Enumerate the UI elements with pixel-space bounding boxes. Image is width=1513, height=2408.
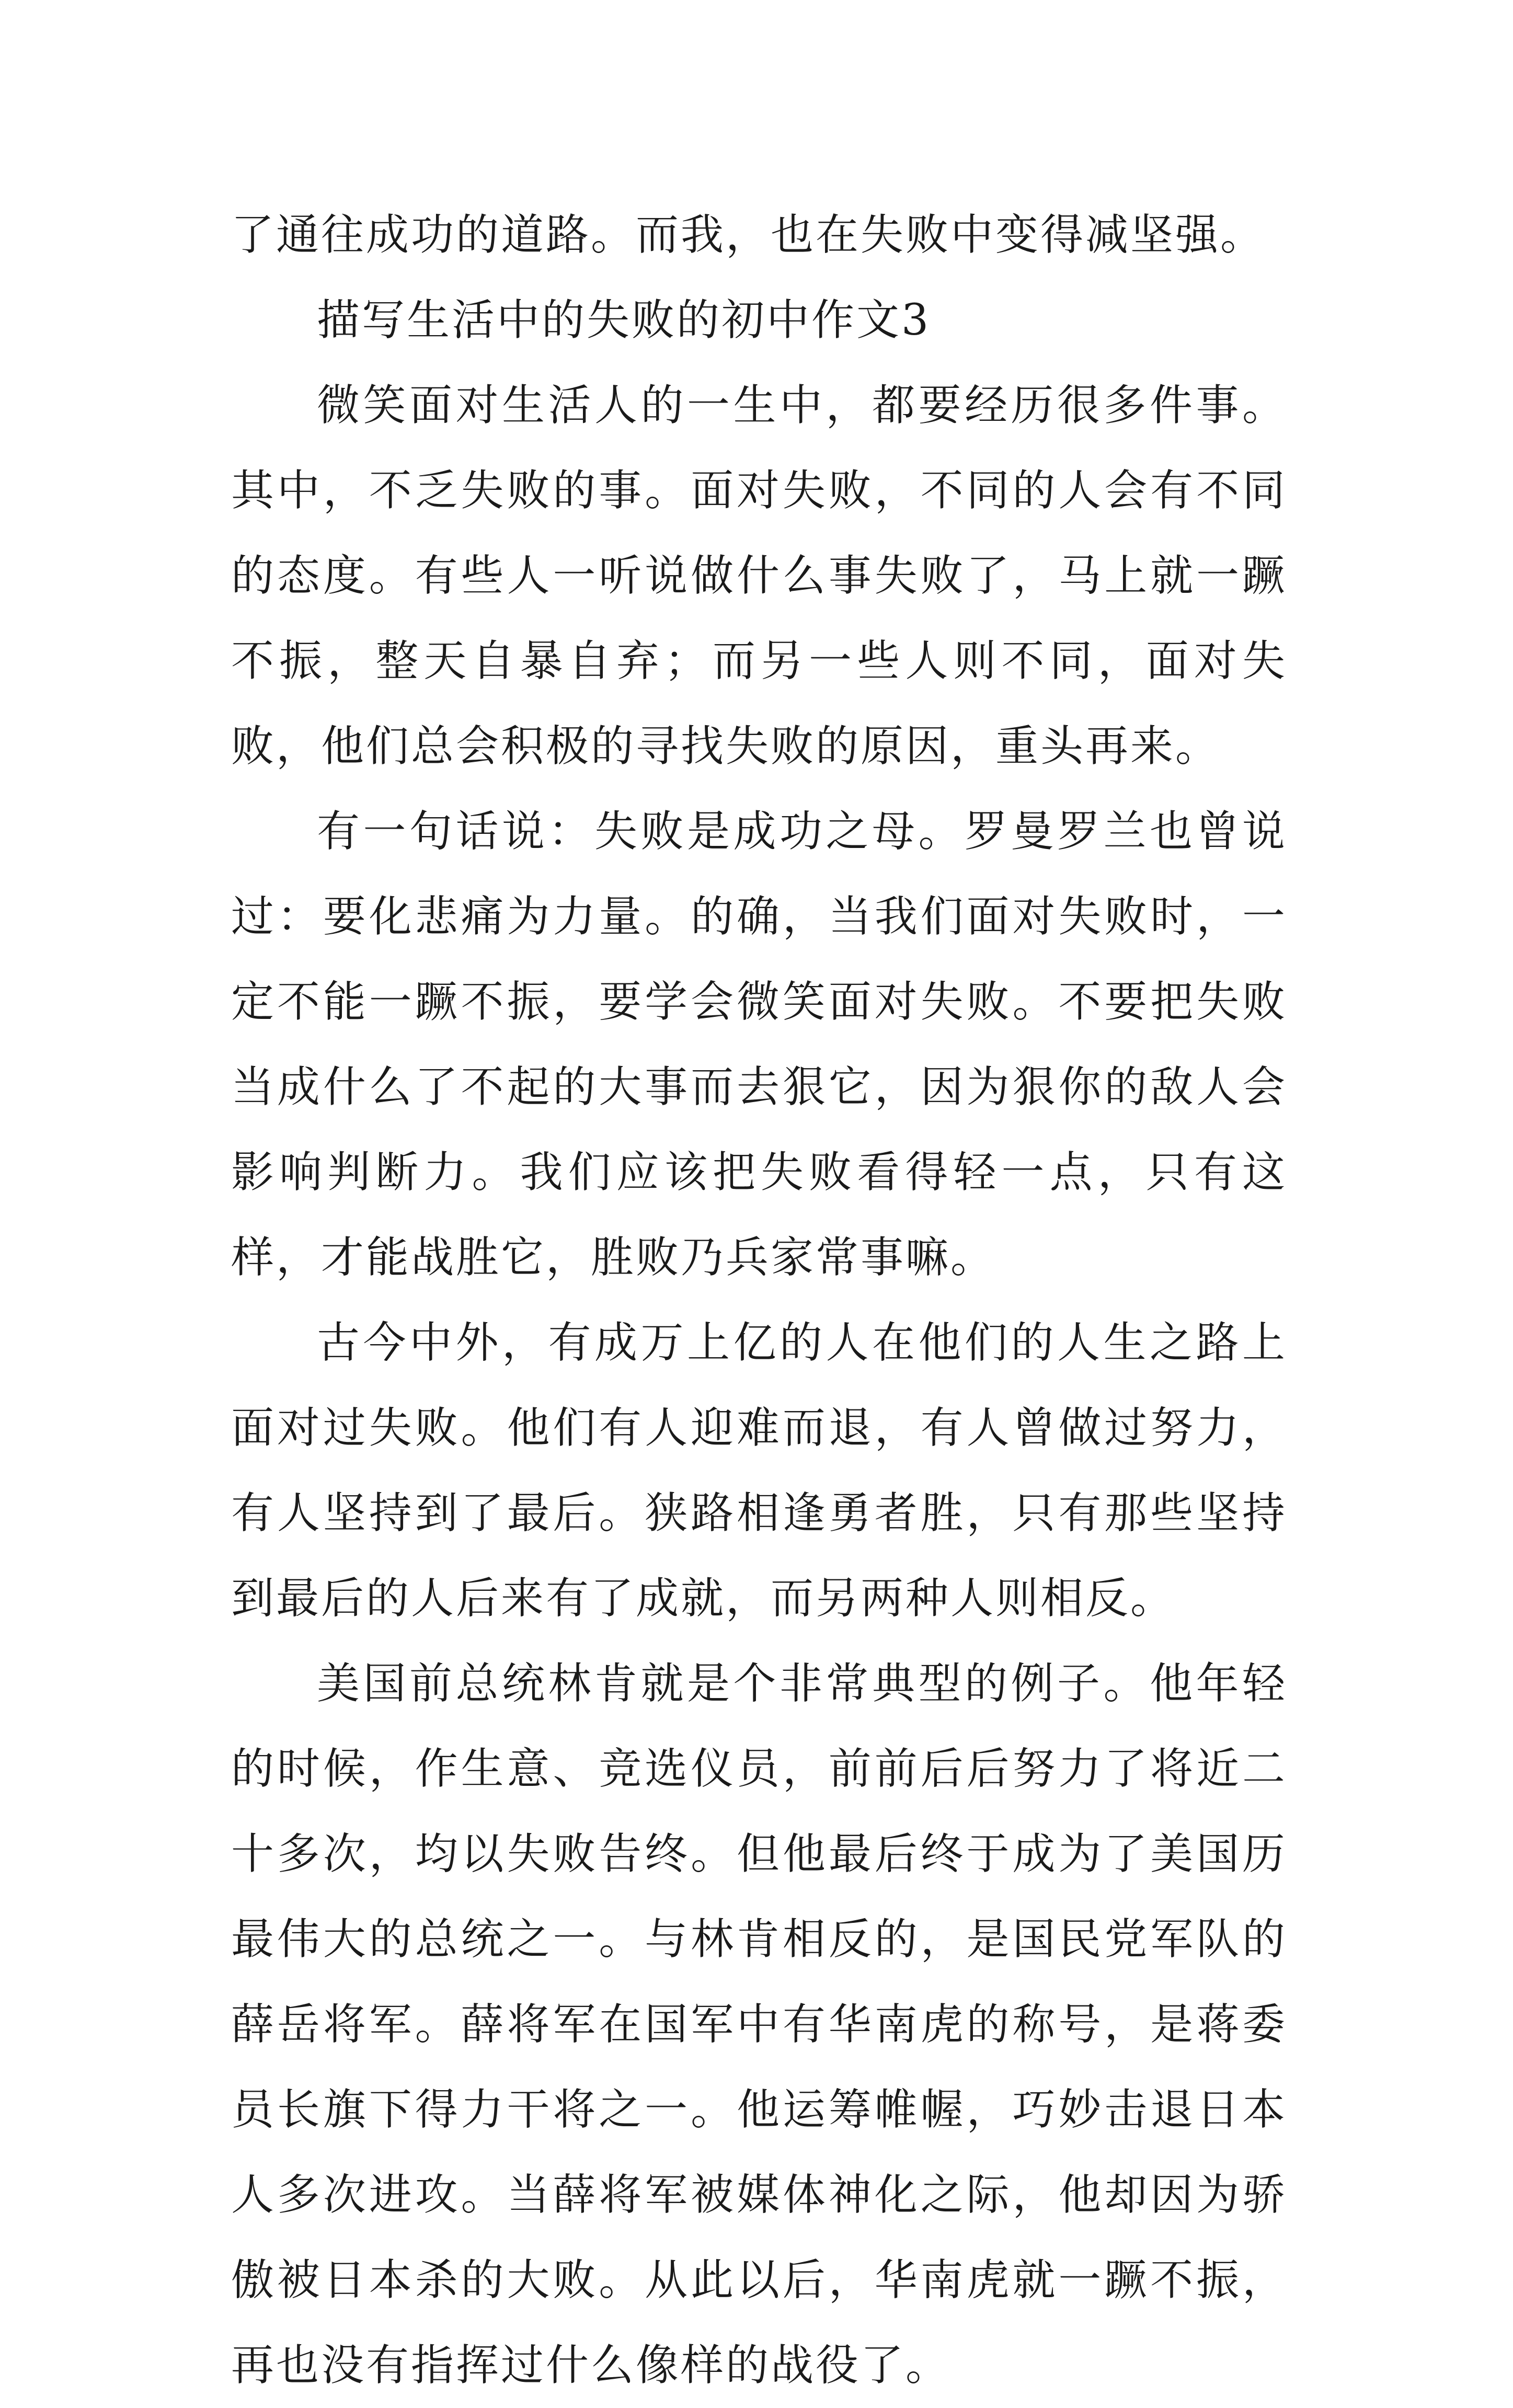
- paragraph: 美国前总统林肯就是个非常典型的例子。他年轻的时候，作生意、竞选仪员，前前后后努力了将近二十多次，均以失败告终。但他最后终于成为了美国历最伟大的总统之一。与林肯相反的，是国民党军队的薛岳将军。薛将军在国军中有华南虎的称号，是蒋委员长旗下得力干将之一。他运筹帷幄，巧妙击退日本人多次进攻。当薛将军被媒体神化之际，他却因为骄傲被日本杀的大败。从此以后，华南虎就一蹶不振，再也没有指挥过什么像样的战役了。: [231, 1659, 1287, 2390]
- paragraph: 古今中外，有成万上亿的人在他们的人生之路上面对过失败。他们有人迎难而退，有人曾做过努力，有人坚持到了最后。狭路相逢勇者胜，只有那些坚持到最后的人后来有了成就，而另两种人则相反。: [231, 1318, 1287, 1623]
- paragraph: 有一句话说：失败是成功之母。罗曼罗兰也曾说过：要化悲痛为力量。的确，当我们面对失败时，一定不能一蹶不振，要学会微笑面对失败。不要把失败当成什么了不起的大事而去狠它，因为狠你的敌人会影响判断力。我们应该把失败看得轻一点，只有这样，才能战胜它，胜败乃兵家常事嘛。: [231, 807, 1287, 1282]
- document-body: [231, 192, 1287, 2408]
- paragraph-continued: 了通往成功的道路。而我，也在失败中变得减坚强。: [231, 210, 1266, 260]
- paragraph: 微笑面对生活人的一生中，都要经历很多件事。其中，不乏失败的事。面对失败，不同的人会有不同的态度。有些人一听说做什么事失败了，马上就一蹶不振，整天自暴自弃；而另一些人则不同，面对失败，他们总会积极的寻找失败的原因，重头再来。: [231, 381, 1287, 771]
- essay-heading: 描写生活中的失败的初中作文3: [317, 295, 931, 345]
